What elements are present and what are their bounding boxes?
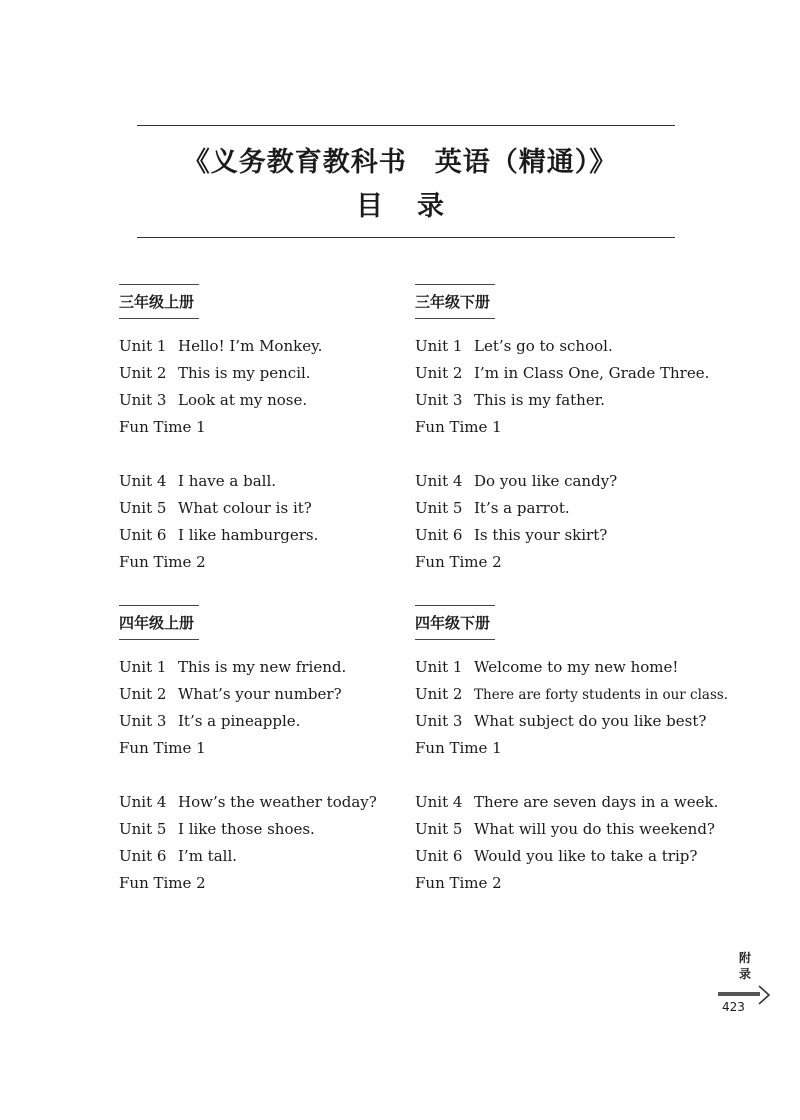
list-item	[415, 333, 709, 360]
unit-title: I’m tall.	[178, 847, 238, 865]
list-item	[119, 495, 322, 522]
section-heading: 三年级上册	[119, 284, 199, 319]
unit-label: Unit 4	[415, 793, 463, 811]
unit-title: Would you like to take a trip?	[474, 847, 698, 865]
list-item	[415, 789, 728, 816]
unit-label: Unit 5	[119, 820, 167, 838]
list-item	[415, 495, 709, 522]
list-item	[119, 654, 377, 681]
list-item	[415, 360, 709, 387]
unit-title: Do you like candy?	[474, 472, 618, 490]
unit-title: This is my father.	[474, 391, 606, 409]
list-item	[119, 333, 322, 360]
unit-label: Unit 2	[119, 364, 167, 382]
unit-label: Fun Time 2	[415, 874, 502, 892]
unit-label: Unit 6	[119, 526, 167, 544]
unit-label: Unit 1	[119, 337, 167, 355]
unit-list	[119, 654, 377, 897]
unit-label: Fun Time 1	[415, 418, 502, 436]
section-heading: 四年级上册	[119, 605, 199, 640]
list-item	[415, 735, 728, 762]
unit-title: Is this your skirt?	[474, 526, 608, 544]
page-title: 《义务教育教科书 英语（精通）》	[182, 147, 618, 178]
list-item	[415, 387, 709, 414]
unit-label: Unit 4	[119, 472, 167, 490]
unit-title: I have a ball.	[178, 472, 277, 490]
unit-label: Fun Time 1	[119, 418, 206, 436]
unit-label: Unit 6	[119, 847, 167, 865]
unit-list	[119, 333, 322, 576]
unit-label: Unit 3	[119, 712, 167, 730]
list-item	[119, 843, 377, 870]
section-grade3-vol2	[415, 284, 709, 576]
unit-list	[415, 654, 728, 897]
list-item	[119, 870, 377, 897]
page-subtitle: 目录	[356, 191, 478, 222]
list-item	[415, 654, 728, 681]
unit-label: Unit 5	[119, 499, 167, 517]
page-number: 423	[722, 1000, 745, 1014]
unit-label: Fun Time 1	[415, 739, 502, 757]
unit-label: Unit 6	[415, 526, 463, 544]
unit-title: What’s your number?	[178, 685, 342, 703]
unit-label: Unit 1	[119, 658, 167, 676]
unit-label: Unit 3	[415, 712, 463, 730]
unit-label: Unit 1	[415, 337, 463, 355]
unit-title: I like those shoes.	[178, 820, 315, 838]
appendix-char-1: 附	[738, 951, 751, 965]
section-grade4-vol2	[415, 605, 728, 897]
list-item	[119, 360, 322, 387]
list-item	[119, 468, 322, 495]
list-item	[119, 816, 377, 843]
chevron-right-icon	[756, 984, 772, 1006]
appendix-label	[735, 950, 755, 982]
unit-label: Unit 4	[119, 793, 167, 811]
page-marker-bar	[718, 992, 760, 996]
list-item	[415, 468, 709, 495]
section-heading: 四年级下册	[415, 605, 495, 640]
unit-title: Hello! I’m Monkey.	[178, 337, 323, 355]
unit-title: What colour is it?	[178, 499, 312, 517]
unit-label: Unit 2	[415, 364, 463, 382]
unit-title: It’s a parrot.	[474, 499, 570, 517]
list-item	[415, 843, 728, 870]
unit-label: Unit 2	[415, 685, 463, 703]
section-grade3-vol1	[119, 284, 322, 576]
unit-label: Unit 5	[415, 820, 463, 838]
unit-title: It’s a pineapple.	[178, 712, 301, 730]
list-item	[119, 414, 322, 441]
list-item	[415, 708, 728, 735]
unit-label: Unit 5	[415, 499, 463, 517]
unit-title: This is my new friend.	[178, 658, 347, 676]
unit-title: I’m in Class One, Grade Three.	[474, 364, 710, 382]
unit-label: Unit 3	[119, 391, 167, 409]
unit-title: What will you do this weekend?	[474, 820, 715, 838]
list-item	[119, 681, 377, 708]
unit-label: Unit 3	[415, 391, 463, 409]
unit-title: What subject do you like best?	[474, 712, 707, 730]
section-grade4-vol1	[119, 605, 377, 897]
page-marker	[712, 950, 772, 1020]
unit-label: Unit 4	[415, 472, 463, 490]
list-item	[415, 522, 709, 549]
unit-title: There are seven days in a week.	[474, 793, 719, 811]
list-item	[415, 816, 728, 843]
unit-title: There are forty students in our class.	[474, 687, 729, 703]
list-item	[415, 549, 709, 576]
unit-title: Welcome to my new home!	[474, 658, 679, 676]
unit-title: How’s the weather today?	[178, 793, 377, 811]
unit-title: Look at my nose.	[178, 391, 308, 409]
list-item	[119, 789, 377, 816]
top-rule	[137, 125, 675, 126]
unit-label: Fun Time 2	[119, 553, 206, 571]
unit-label: Unit 6	[415, 847, 463, 865]
list-item	[119, 522, 322, 549]
list-item	[415, 414, 709, 441]
unit-label: Fun Time 2	[415, 553, 502, 571]
unit-title: Let’s go to school.	[474, 337, 613, 355]
section-heading: 三年级下册	[415, 284, 495, 319]
list-item	[119, 708, 377, 735]
unit-list	[415, 333, 709, 576]
list-item	[119, 735, 377, 762]
unit-label: Fun Time 2	[119, 874, 206, 892]
unit-label: Unit 1	[415, 658, 463, 676]
list-item	[415, 681, 728, 708]
unit-title: I like hamburgers.	[178, 526, 319, 544]
unit-label: Fun Time 1	[119, 739, 206, 757]
appendix-char-2: 录	[738, 967, 751, 981]
list-item	[415, 870, 728, 897]
unit-title: This is my pencil.	[178, 364, 311, 382]
bottom-rule	[137, 237, 675, 238]
unit-label: Unit 2	[119, 685, 167, 703]
list-item	[119, 387, 322, 414]
list-item	[119, 549, 322, 576]
